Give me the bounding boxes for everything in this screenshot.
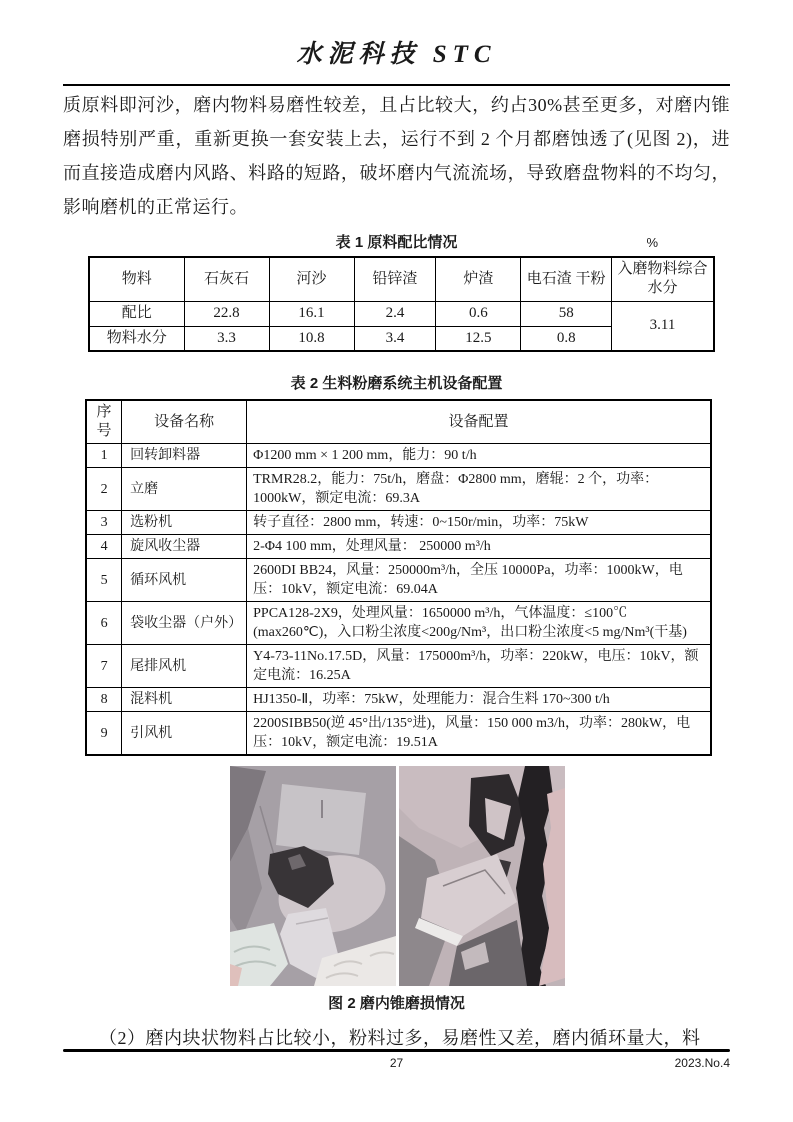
table1-header-cell: 铅锌渣 — [354, 257, 436, 301]
paragraph-item2: （2）磨内块状物料占比较小，粉料过多，易磨性又差，磨内循环量大，料 — [99, 1028, 701, 1048]
table1-cell: 0.8 — [521, 326, 612, 351]
table1-cell: 0.6 — [436, 301, 521, 326]
table2-no: 5 — [86, 559, 122, 602]
paragraph-intro: 质原料即河沙，磨内物料易磨性较差，且占比较大，约占30%甚至更多，对磨内锥磨损特别严重，重新更换一套安装上去，运行不到 2 个月都磨蚀透了(见图 2)，进而直接造成磨内风路、料路的短路，破坏磨内气流流场，导致磨盘物料的不均匀，影响磨机的正常运行。 — [63, 95, 730, 217]
table1-header-cell: 电石渣 干粉 — [521, 257, 612, 301]
table2-config: Φ1200 mm × 1 200 mm，能力：90 t/h — [247, 444, 711, 468]
table-row — [89, 301, 714, 326]
table2-header-cell: 设备配置 — [247, 400, 711, 444]
table-row — [86, 559, 711, 602]
table2-name: 尾排风机 — [122, 645, 247, 688]
table-row — [86, 688, 711, 712]
table2-header-cell: 序号 — [86, 400, 122, 444]
table1-unit-label: % — [646, 235, 658, 250]
table1-cell: 10.8 — [269, 326, 354, 351]
table1-header-cell: 河沙 — [269, 257, 354, 301]
table1-cell: 22.8 — [184, 301, 269, 326]
table1-raw-mix — [88, 256, 715, 352]
table2-config: TRMR28.2，能力：75t/h，磨盘：Φ2800 mm，磨辊：2 个，功率：1000kW，额定电流：69.3A — [247, 468, 711, 511]
table-row — [86, 511, 711, 535]
table-row — [86, 712, 711, 756]
header-rule — [63, 84, 730, 86]
table2-no: 3 — [86, 511, 122, 535]
table2-no: 1 — [86, 444, 122, 468]
table2-config: HJ1350-Ⅱ，功率：75kW，处理能力：混合生料 170~300 t/h — [247, 688, 711, 712]
table2-no: 6 — [86, 602, 122, 645]
table2-config: 2200SIBB50(逆 45°出/135°进)，风量：150 000 m3/h，功率：280kW，电压：10kV，额定电流：19.51A — [247, 712, 711, 756]
table1-cell: 58 — [521, 301, 612, 326]
table1-header-cell: 石灰石 — [184, 257, 269, 301]
table2-name: 立磨 — [122, 468, 247, 511]
worn-cone-photo-right — [399, 766, 565, 986]
table-row — [86, 468, 711, 511]
table2-no: 4 — [86, 535, 122, 559]
page-footer — [63, 1049, 730, 1074]
table2-name: 回转卸料器 — [122, 444, 247, 468]
table1-header-cell: 炉渣 — [436, 257, 521, 301]
table2-header-cell: 设备名称 — [122, 400, 247, 444]
table2-config: 2600DI BB24，风量：250000m³/h，全压 10000Pa，功率：1000kW，电压：10kV，额定电流：69.04A — [247, 559, 711, 602]
table2-no: 7 — [86, 645, 122, 688]
table2-no: 2 — [86, 468, 122, 511]
table2-config: 2-Φ4 100 mm，处理风量： 250000 m³/h — [247, 535, 711, 559]
table-row — [86, 444, 711, 468]
table1-caption — [63, 232, 730, 254]
table1-row-label: 配比 — [89, 301, 184, 326]
table-row — [86, 400, 711, 444]
table2-no: 9 — [86, 712, 122, 756]
figure2-caption: 图 2 磨内锥磨损情况 — [328, 995, 465, 1012]
journal-title: 水泥科技 STC — [296, 41, 497, 68]
table2-name: 循环风机 — [122, 559, 247, 602]
table2-name: 引风机 — [122, 712, 247, 756]
table2-name: 选粉机 — [122, 511, 247, 535]
table1-caption-text: 表 1 原料配比情况 — [335, 234, 458, 251]
table2-equipment — [85, 399, 712, 756]
figure2-photos — [230, 766, 730, 986]
worn-cone-photo-left — [230, 766, 396, 986]
table1-cell: 16.1 — [269, 301, 354, 326]
table2-config: Y4-73-11No.17.5D，风量：175000m³/h，功率：220kW，电压：10kV，额定电流：16.25A — [247, 645, 711, 688]
table-row — [86, 535, 711, 559]
table2-config: PPCA128-2X9，处理风量：1650000 m³/h，气体温度：≤100℃(max260℃)，入口粉尘浓度<200g/Nm³，出口粉尘浓度<5 mg/Nm³(干基) — [247, 602, 711, 645]
table2-name: 旋风收尘器 — [122, 535, 247, 559]
table2-name: 混料机 — [122, 688, 247, 712]
table-row — [86, 645, 711, 688]
issue-label: 2023.No.4 — [674, 1056, 730, 1070]
table1-header-cell: 入磨物料综合 水分 — [612, 257, 715, 301]
table2-no: 8 — [86, 688, 122, 712]
table-row — [86, 602, 711, 645]
table1-header-cell: 物料 — [89, 257, 184, 301]
page-number: 27 — [389, 1056, 404, 1070]
table2-name: 袋收尘器（户外） — [122, 602, 247, 645]
table-row — [89, 257, 714, 301]
table1-cell: 3.3 — [184, 326, 269, 351]
table1-cell: 2.4 — [354, 301, 436, 326]
table2-config: 转子直径：2800 mm，转速：0~150r/min，功率：75kW — [247, 511, 711, 535]
table1-row-label: 物料水分 — [89, 326, 184, 351]
table1-cell: 12.5 — [436, 326, 521, 351]
table2-caption: 表 2 生料粉磨系统主机设备配置 — [290, 375, 503, 392]
table1-merged-cell: 3.11 — [612, 301, 715, 351]
table1-cell: 3.4 — [354, 326, 436, 351]
